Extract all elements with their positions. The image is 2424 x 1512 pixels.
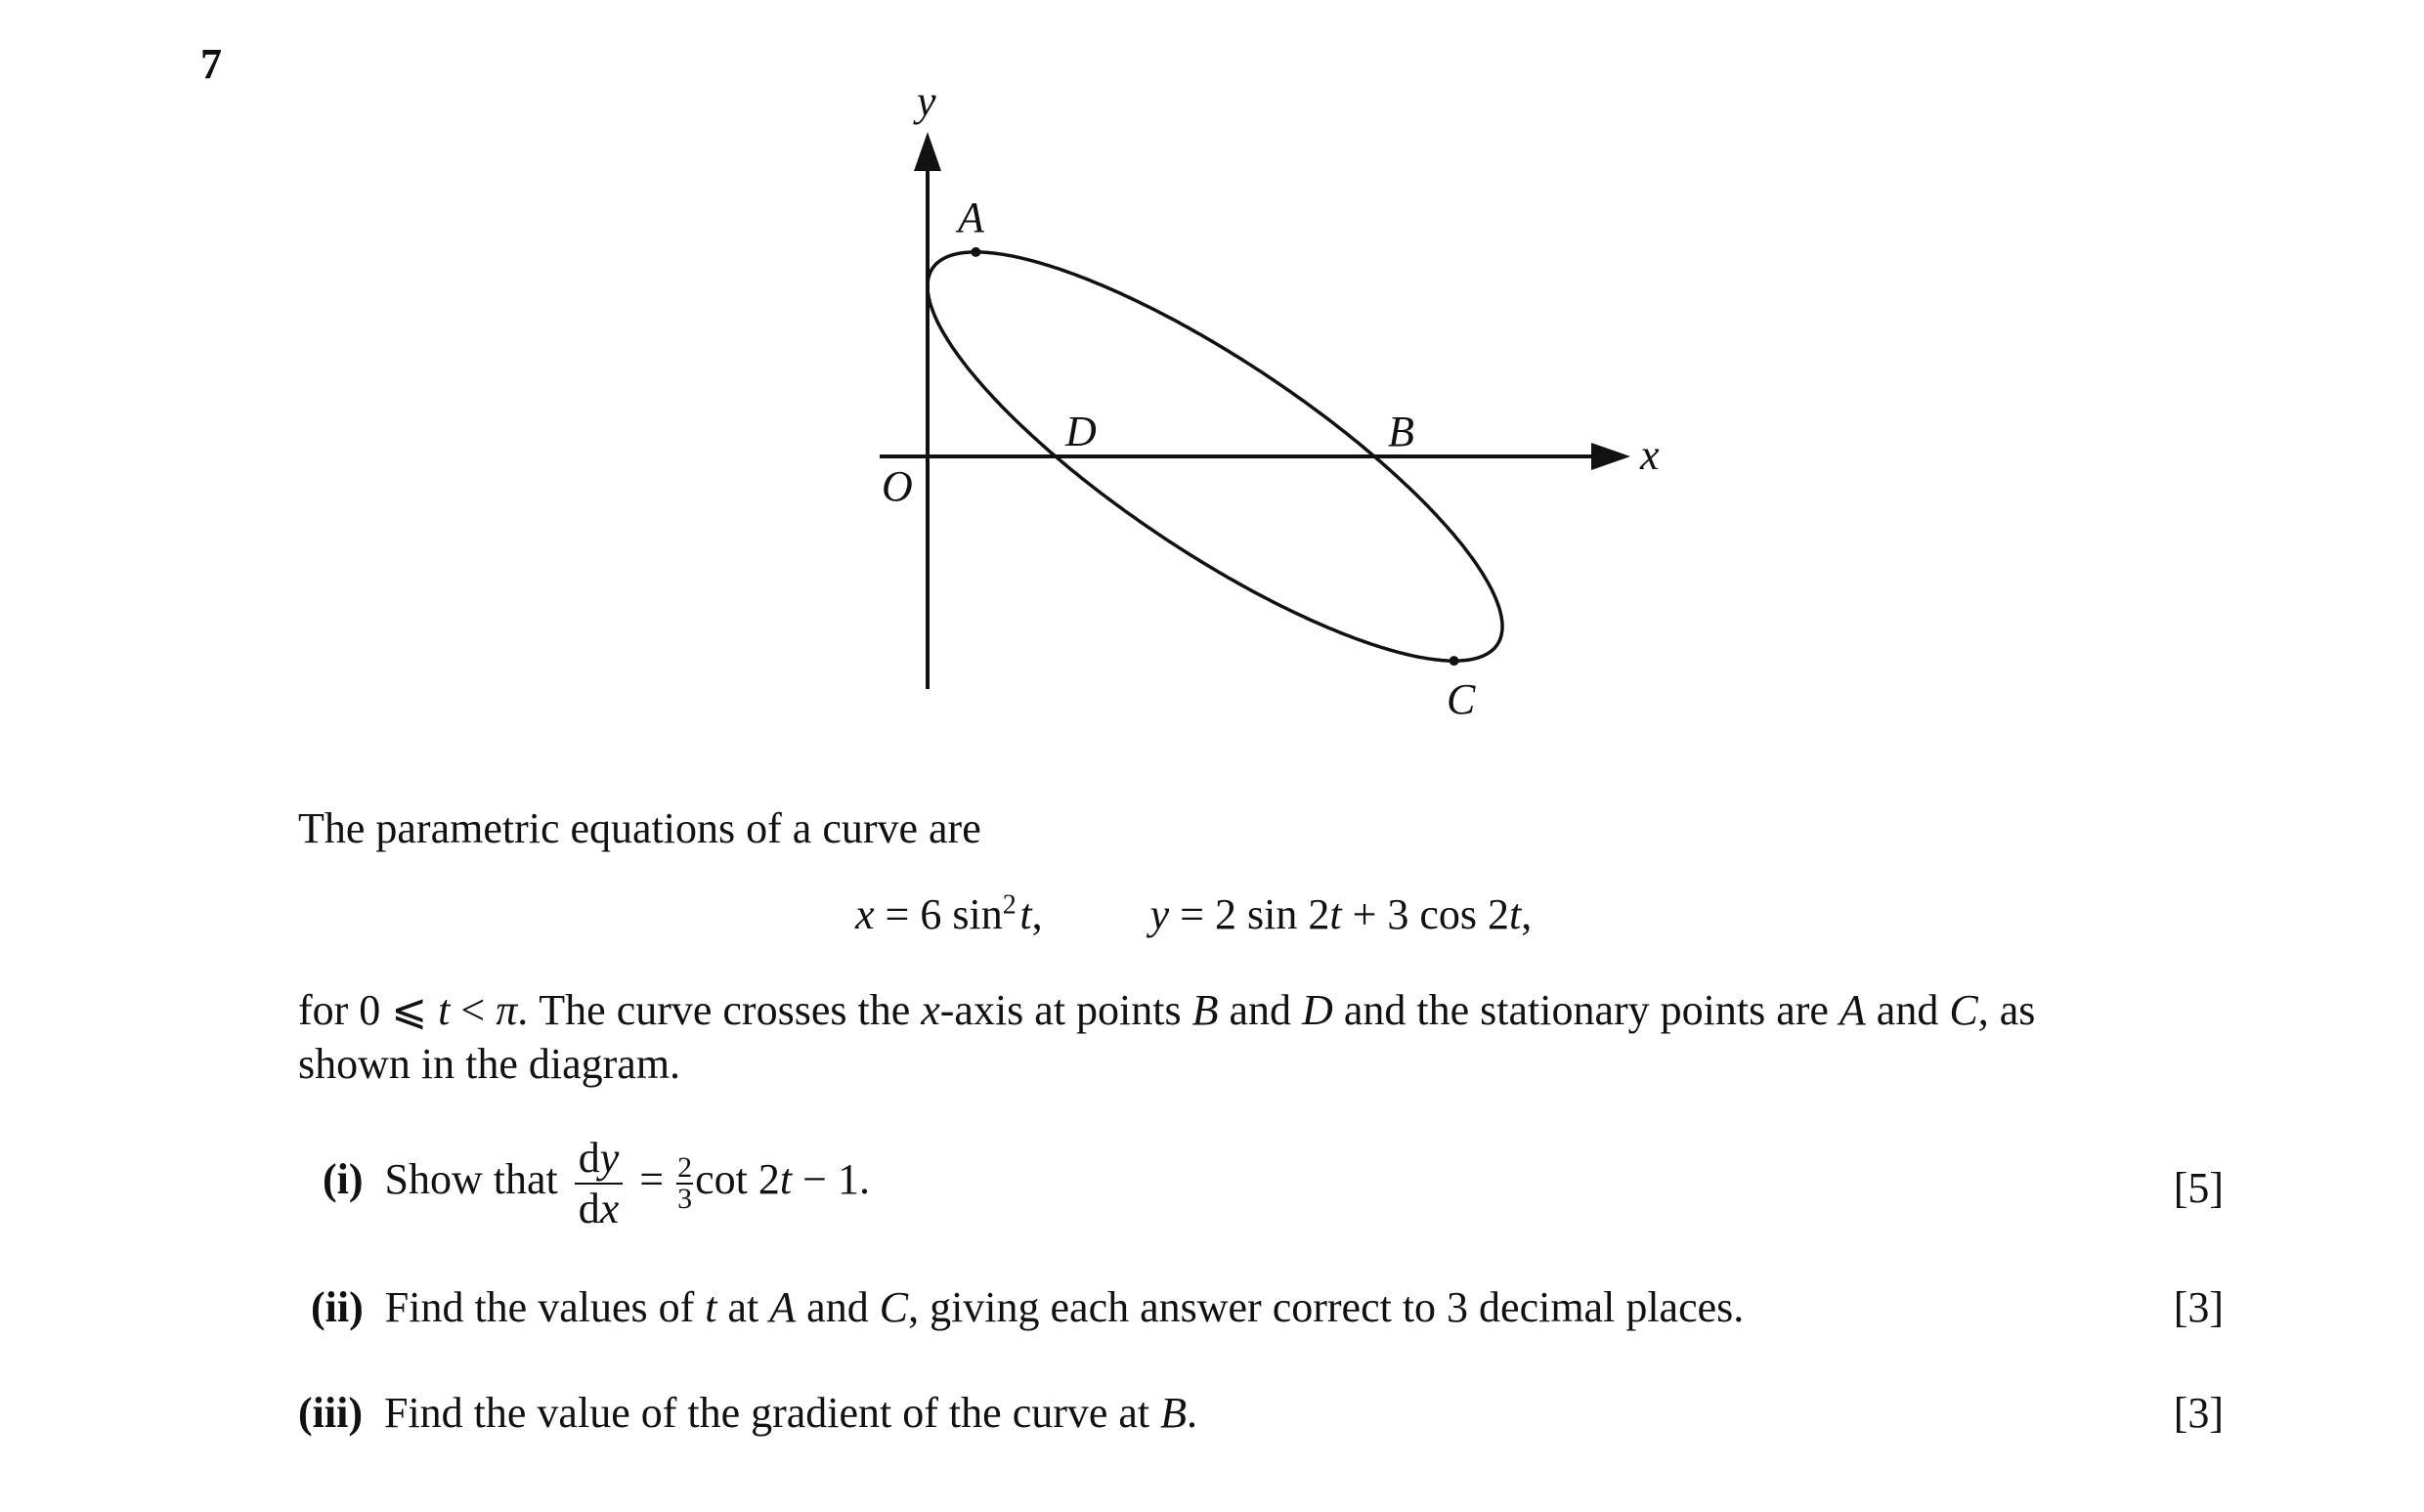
point-a-label: A bbox=[958, 194, 984, 241]
point-a-dot bbox=[971, 247, 980, 257]
part-iii-marks: [3] bbox=[2173, 1389, 2224, 1437]
axis-y-label: y bbox=[917, 77, 936, 125]
part-i: (i) Show that $\frac{dy}{dx}$ = $\frac{2}{3}$ cot 2t − 1. bbox=[323, 1134, 870, 1232]
condition-text: for 0 ⩽ t < π. The curve crosses the x-axis at points B and D and the stationary points are A and C, as shown in the diagram. bbox=[298, 986, 2036, 1088]
part-i-label: (i) bbox=[323, 1155, 364, 1204]
eq-x: x = 6 $\sin^2$ t, bbox=[855, 889, 1043, 938]
part-ii-label: (ii) bbox=[311, 1283, 364, 1331]
y-axis-arrowhead bbox=[914, 132, 941, 171]
parametric-equations bbox=[855, 889, 1532, 939]
x-axis-arrowhead bbox=[1591, 443, 1630, 470]
part-ii-marks: [3] bbox=[2173, 1283, 2224, 1331]
point-d-label: D bbox=[1065, 408, 1097, 455]
point-c-dot bbox=[1450, 656, 1459, 666]
part-ii: (ii) Find the values of t at A and C, giving each answer correct to 3 decimal places. bbox=[311, 1283, 1745, 1331]
eq-y: y = 2 sin 2t + 3 cos 2t, bbox=[1149, 890, 1533, 938]
dy-dx-fraction: $\frac{dy}{dx}$ bbox=[575, 1134, 624, 1233]
part-iii: (iii) Find the value of the gradient of the curve at B. bbox=[298, 1389, 1198, 1437]
intro-text: The parametric equations of a curve are bbox=[298, 804, 981, 852]
axis-x-label: x bbox=[1640, 431, 1660, 479]
question-number: 7 bbox=[200, 40, 222, 88]
point-c-label: C bbox=[1447, 675, 1476, 723]
two-thirds-fraction: $\frac{2}{3}$ bbox=[677, 1151, 693, 1215]
part-iii-label: (iii) bbox=[298, 1389, 363, 1437]
point-b-label: B bbox=[1388, 408, 1414, 455]
origin-label: O bbox=[882, 462, 913, 510]
part-i-marks: [5] bbox=[2173, 1164, 2224, 1212]
